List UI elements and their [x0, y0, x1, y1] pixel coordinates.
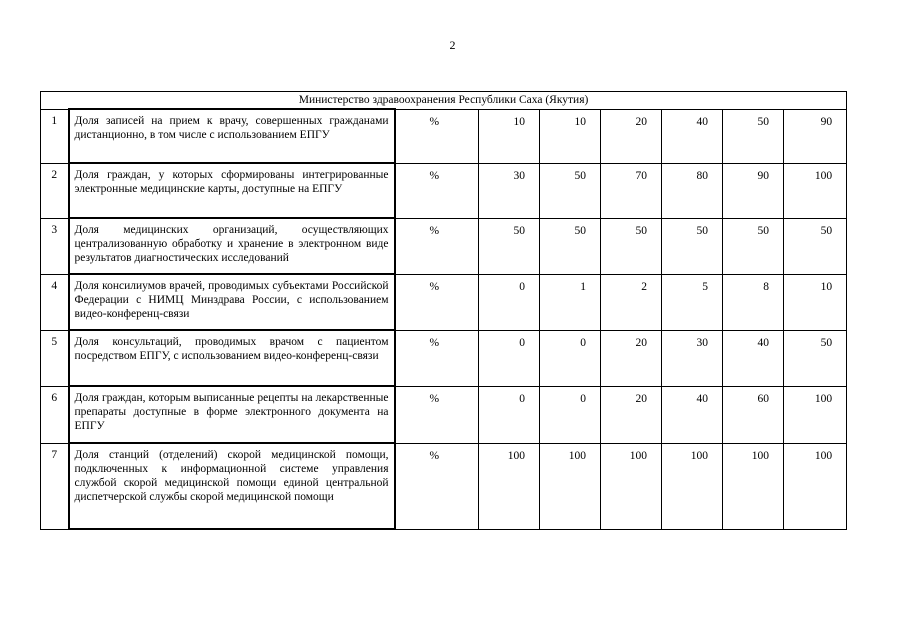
- indicators-table: [40, 91, 847, 530]
- table-row: [41, 163, 847, 218]
- value-cell: 5: [662, 274, 723, 330]
- value-cell: 0: [479, 274, 540, 330]
- unit-cell: %: [395, 330, 479, 386]
- value-cell: 30: [662, 330, 723, 386]
- value-cell: 50: [784, 330, 847, 386]
- value-cell: 50: [784, 218, 847, 274]
- value-cell: 50: [479, 218, 540, 274]
- indicator-description: Доля медицинских организаций, осуществляющих централизованную обработку и хранение в электронном виде результатов диагностических исследований: [69, 218, 395, 274]
- value-cell: 100: [601, 443, 662, 529]
- value-cell: 30: [479, 163, 540, 218]
- table-row: [41, 386, 847, 443]
- row-number: 6: [41, 386, 69, 443]
- unit-cell: %: [395, 443, 479, 529]
- value-cell: 80: [662, 163, 723, 218]
- value-cell: 50: [662, 218, 723, 274]
- table-row: [41, 443, 847, 529]
- value-cell: 40: [723, 330, 784, 386]
- value-cell: 10: [479, 109, 540, 163]
- value-cell: 90: [723, 163, 784, 218]
- section-header: Министерство здравоохранения Республики Саха (Якутия): [41, 92, 847, 110]
- value-cell: 90: [784, 109, 847, 163]
- value-cell: 20: [601, 330, 662, 386]
- table-row: [41, 330, 847, 386]
- value-cell: 20: [601, 386, 662, 443]
- row-number: 1: [41, 109, 69, 163]
- page-number: 2: [449, 38, 456, 52]
- value-cell: 8: [723, 274, 784, 330]
- row-number: 7: [41, 443, 69, 529]
- value-cell: 60: [723, 386, 784, 443]
- indicator-description: Доля граждан, у которых сформированы интегрированные электронные медицинские карты, доступные на ЕПГУ: [69, 163, 395, 218]
- unit-cell: %: [395, 218, 479, 274]
- value-cell: 2: [601, 274, 662, 330]
- value-cell: 100: [479, 443, 540, 529]
- value-cell: 100: [540, 443, 601, 529]
- value-cell: 0: [540, 386, 601, 443]
- value-cell: 100: [784, 386, 847, 443]
- table-row: [41, 274, 847, 330]
- value-cell: 40: [662, 109, 723, 163]
- value-cell: 100: [784, 163, 847, 218]
- value-cell: 70: [601, 163, 662, 218]
- row-number: 2: [41, 163, 69, 218]
- row-number: 3: [41, 218, 69, 274]
- value-cell: 1: [540, 274, 601, 330]
- unit-cell: %: [395, 163, 479, 218]
- value-cell: 50: [540, 218, 601, 274]
- unit-cell: %: [395, 274, 479, 330]
- indicator-description: Доля граждан, которым выписанные рецепты на лекарственные препараты доступные в форме электронного документа на ЕПГУ: [69, 386, 395, 443]
- value-cell: 50: [540, 163, 601, 218]
- indicator-description: Доля консультаций, проводимых врачом с пациентом посредством ЕПГУ, с использованием видео-конференц-связи: [69, 330, 395, 386]
- value-cell: 20: [601, 109, 662, 163]
- table-row: [41, 218, 847, 274]
- value-cell: 50: [723, 218, 784, 274]
- value-cell: 50: [723, 109, 784, 163]
- value-cell: 0: [540, 330, 601, 386]
- value-cell: 40: [662, 386, 723, 443]
- unit-cell: %: [395, 386, 479, 443]
- value-cell: 100: [723, 443, 784, 529]
- row-number: 4: [41, 274, 69, 330]
- indicator-description: Доля записей на прием к врачу, совершенных гражданами дистанционно, в том числе с использованием ЕПГУ: [69, 109, 395, 163]
- table-row: [41, 109, 847, 163]
- row-number: 5: [41, 330, 69, 386]
- unit-cell: %: [395, 109, 479, 163]
- value-cell: 10: [784, 274, 847, 330]
- value-cell: 100: [784, 443, 847, 529]
- value-cell: 0: [479, 386, 540, 443]
- value-cell: 0: [479, 330, 540, 386]
- value-cell: 100: [662, 443, 723, 529]
- value-cell: 50: [601, 218, 662, 274]
- value-cell: 10: [540, 109, 601, 163]
- section-header-row: [41, 92, 847, 110]
- indicator-description: Доля консилиумов врачей, проводимых субъектами Российской Федерации с НИМЦ Минздрава России, с использованием видео-конференц-связи: [69, 274, 395, 330]
- indicator-description: Доля станций (отделений) скорой медицинской помощи, подключенных к информационной системе управления службой скорой медицинской помощи единой центральной диспетчерской службы скорой медицинской помощи: [69, 443, 395, 529]
